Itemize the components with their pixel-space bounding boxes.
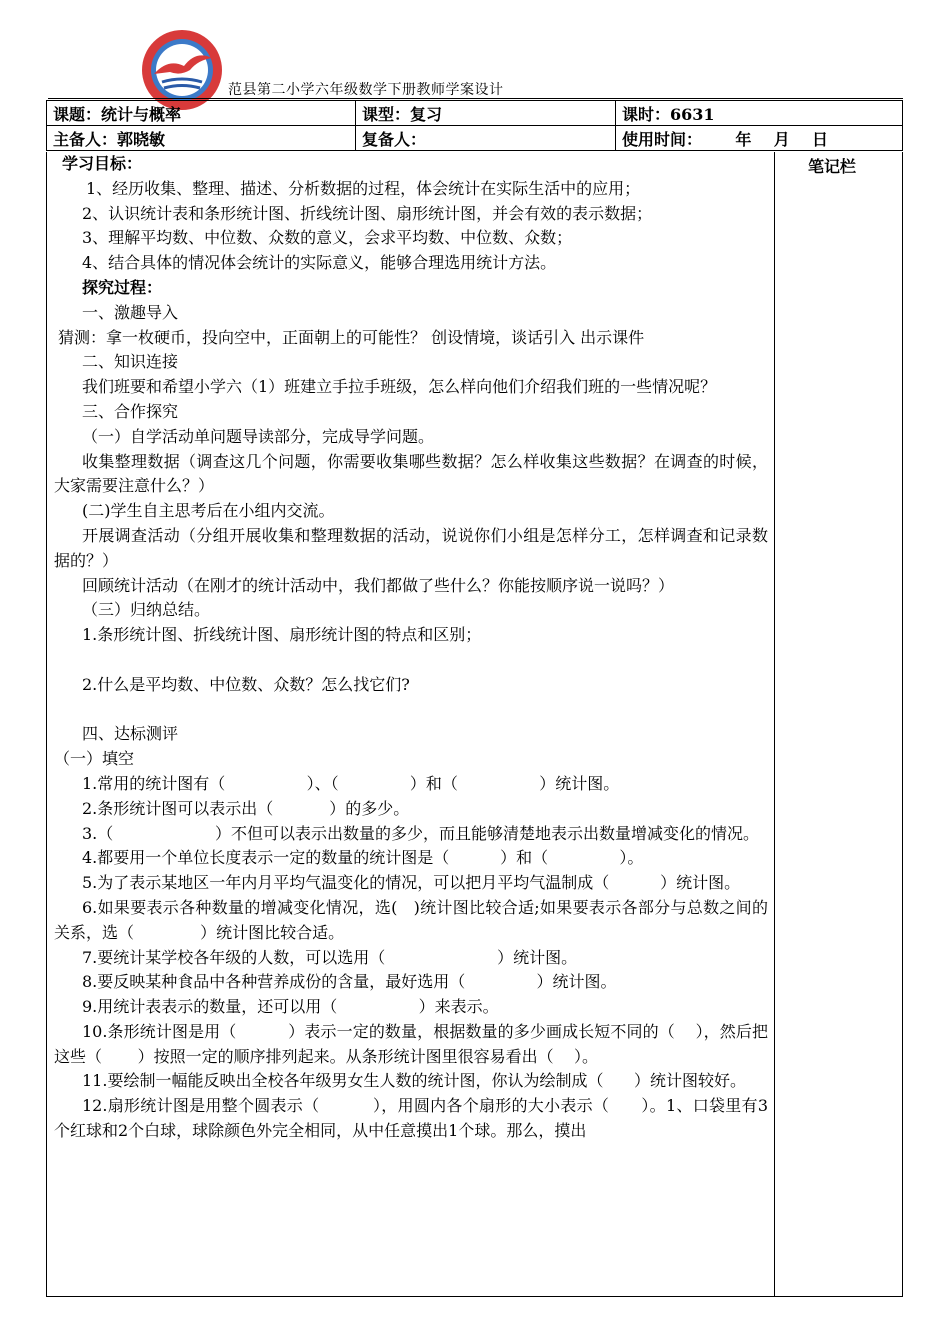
goals-title: 学习目标： bbox=[62, 154, 143, 173]
notes-label: 笔记栏 bbox=[808, 157, 857, 176]
goal-1: 1、经历收集、整理、描述、分析数据的过程，体会统计在实际生活中的应用； bbox=[86, 178, 641, 198]
goal-2: 2、认识统计表和条形统计图、折线统计图、扇形统计图，并会有效的表示数据； bbox=[82, 203, 653, 223]
goal-4: 4、结合具体的情况体会统计的实际意义，能够合理选用统计方法。 bbox=[82, 253, 557, 273]
co-cell: 复备人： bbox=[356, 126, 616, 151]
section-4-heading: 四、达标测评 bbox=[82, 724, 179, 744]
question-8: 8.要反映某种食品中各种营养成份的含量，最好选用（ ）统计图。 bbox=[82, 972, 617, 992]
lesson-content bbox=[54, 152, 768, 1144]
question-2: 2.条形统计图可以表示出（ ）的多少。 bbox=[82, 798, 410, 818]
question-4: 4.都要用一个单位长度表示一定的数量的统计图是（ ）和（ ）。 bbox=[82, 848, 644, 868]
question-12: 12.扇形统计图是用整个圆表示（ ），用圆内各个扇形的大小表示（ ）。1、口袋里有3个红球和2个白球，球除颜色外完全相同，从中任意摸出1个球。那么，摸出 bbox=[54, 1096, 768, 1141]
hours-cell: 课时：6631 bbox=[616, 101, 903, 126]
question-7: 7.要统计某学校各年级的人数，可以选用（ ）统计图。 bbox=[82, 947, 578, 967]
section-3b-heading: (二)学生自主思考后在小组内交流。 bbox=[82, 501, 335, 521]
section-3a-text: 收集整理数据（调查这几个问题，你需要收集哪些数据？怎么样收集这些数据？在调查的时候，大家需要注意什么？） bbox=[54, 451, 768, 496]
question-1: 1.常用的统计图有（ ）、（ ）和（ ）统计图。 bbox=[82, 773, 620, 793]
question-5: 5.为了表示某地区一年内月平均气温变化的情况，可以把月平均气温制成（ ）统计图。 bbox=[82, 873, 741, 893]
info-table bbox=[46, 100, 903, 151]
header-rule bbox=[48, 98, 903, 99]
question-10: 10.条形统计图是用（ ）表示一定的数量，根据数量的多少画成长短不同的（ ），然后把这些（ ）按照一定的顺序排列起来。从条形统计图里很容易看出（ ）。 bbox=[54, 1021, 768, 1066]
section-3c-item-1: 1.条形统计图、折线统计图、扇形统计图的特点和区别； bbox=[82, 625, 482, 645]
type-cell: 课型：复习 bbox=[356, 101, 616, 126]
section-4a-heading: （一）填空 bbox=[54, 749, 135, 769]
section-3a-heading: （一）自学活动单问题导读部分，完成导学问题。 bbox=[82, 426, 435, 446]
section-1-text: 猜测：拿一枚硬币，投向空中，正面朝上的可能性？ 创设情境，谈话引入 出示课件 bbox=[58, 327, 645, 347]
question-9: 9.用统计表表示的数量，还可以用（ ）来表示。 bbox=[82, 997, 499, 1017]
section-3c-heading: （三）归纳总结。 bbox=[82, 600, 211, 620]
topic-cell: 课题：统计与概率 bbox=[47, 101, 356, 126]
section-3b-text-1: 开展调查活动（分组开展收集和整理数据的活动，说说你们小组是怎样分工，怎样调查和记录数据的？） bbox=[54, 525, 768, 570]
section-3c-item-2: 2.什么是平均数、中位数、众数？怎么找它们? bbox=[82, 674, 410, 694]
process-title: 探究过程： bbox=[82, 277, 163, 297]
header-title: 范县第二小学六年级数学下册教师学案设计 bbox=[228, 82, 504, 98]
question-6: 6.如果要表示各种数量的增减变化情况，选( )统计图比较合适;如果要表示各部分与总数之间的关系，选（ ）统计图比较合适。 bbox=[54, 897, 768, 942]
question-11: 11.要绘制一幅能反映出全校各年级男女生人数的统计图，你认为绘制成（ ）统计图较好。 bbox=[82, 1071, 746, 1091]
section-2-heading: 二、知识连接 bbox=[82, 352, 179, 372]
section-3-heading: 三、合作探究 bbox=[82, 401, 179, 421]
time-cell: 使用时间： 年 月 日 bbox=[616, 126, 903, 151]
lead-cell: 主备人：郭晓敏 bbox=[47, 126, 356, 151]
question-3: 3.（ ）不但可以表示出数量的多少，而且能够清楚地表示出数量增减变化的情况。 bbox=[82, 823, 759, 843]
section-2-text: 我们班要和希望小学六（1）班建立手拉手班级，怎么样向他们介绍我们班的一些情况呢？ bbox=[82, 377, 717, 397]
goal-3: 3、理解平均数、中位数、众数的意义，会求平均数、中位数、众数； bbox=[82, 228, 573, 248]
section-3b-text-2: 回顾统计活动（在刚才的统计活动中，我们都做了些什么？你能按顺序说一说吗？） bbox=[82, 575, 675, 595]
section-1-heading: 一、激趣导入 bbox=[82, 302, 179, 322]
notes-divider bbox=[774, 152, 775, 1297]
